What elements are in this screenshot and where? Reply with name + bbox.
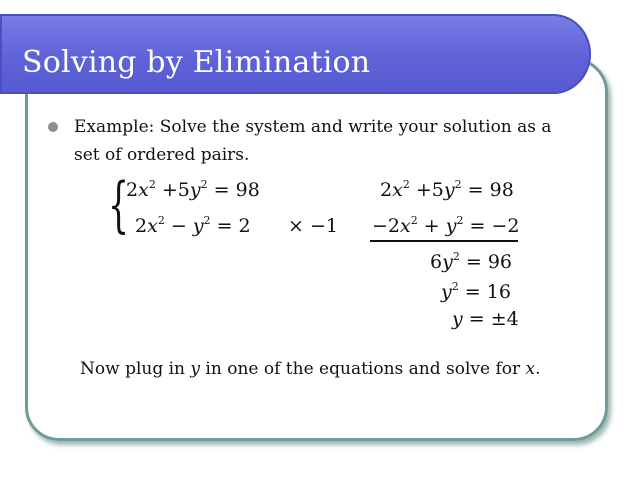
sum-divider-line	[370, 240, 518, 242]
elimination-equation-2: $-2x^2 + y^2 = -2$	[372, 214, 520, 237]
closing-instruction: Now plug in y in one of the equations and solve for x.	[80, 359, 541, 379]
title-banner	[0, 14, 591, 94]
system-brace: {	[108, 170, 130, 240]
slide-title: Solving by Elimination	[22, 45, 371, 80]
bullet-dot-icon	[48, 122, 58, 132]
result-step-2: $y^2 = 16$	[441, 280, 511, 303]
result-step-1: $6y^2 = 96$	[430, 250, 513, 273]
system-equation-2: $2x^2 - y^2 = 2$	[135, 214, 251, 237]
multiplier: × −1	[288, 215, 338, 237]
system-equation-1: $2x^2 +5y^2 = 98$	[126, 178, 260, 201]
bullet-text-line-1: Example: Solve the system and write your solution as a	[74, 117, 552, 137]
elimination-equation-1: $2x^2 +5y^2 = 98$	[380, 178, 514, 201]
bullet-text-line-2: set of ordered pairs.	[74, 145, 250, 165]
result-step-3: y = ±4	[452, 308, 519, 330]
